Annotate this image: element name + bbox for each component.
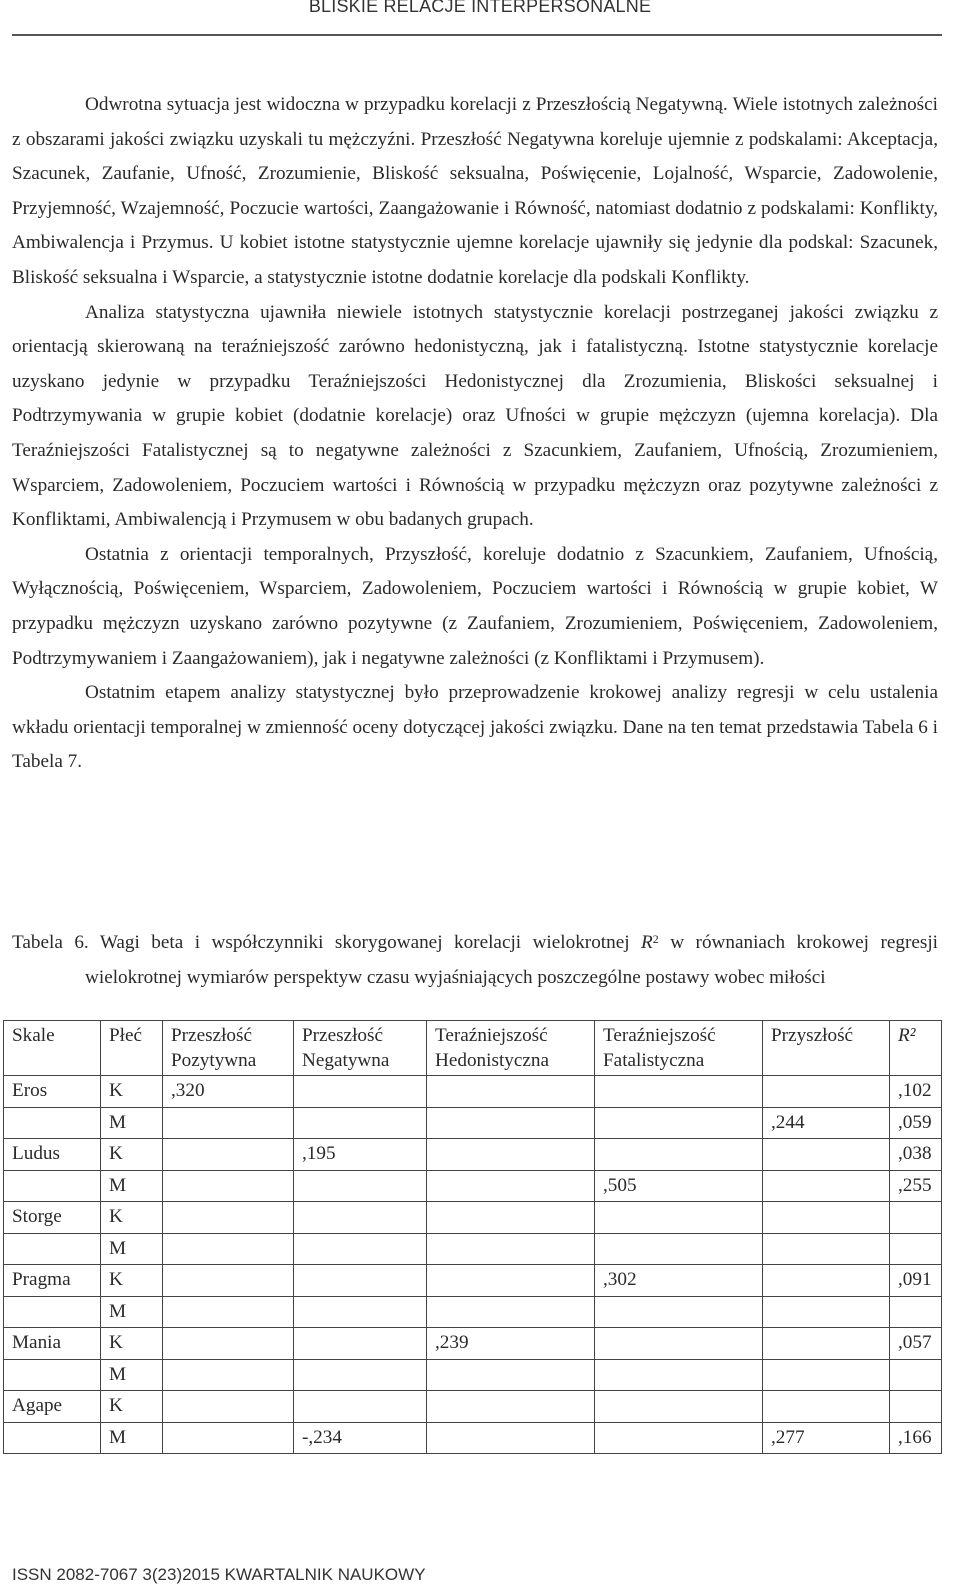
value-cell: [595, 1391, 763, 1423]
scale-cell: Pragma: [4, 1265, 101, 1297]
value-cell: [163, 1233, 294, 1265]
value-cell: [294, 1328, 427, 1360]
scale-cell: [4, 1359, 101, 1391]
caption-suffix: w równaniach krokowej regresji wielokrotnej wymiarów perspektyw czasu wyjaśniających poszczególne postawy wobec miłości: [85, 932, 938, 988]
value-cell: -,234: [294, 1422, 427, 1454]
caption-sup: 2: [652, 932, 659, 946]
value-cell: [294, 1076, 427, 1108]
scale-cell: Mania: [4, 1328, 101, 1360]
table-row: [4, 1391, 942, 1423]
column-header: Przeszłość Pozytywna: [163, 1021, 294, 1076]
value-cell: [763, 1328, 890, 1360]
running-header: BLISKIE RELACJE INTERPERSONALNE: [308, 0, 652, 16]
sex-cell: M: [101, 1170, 163, 1202]
column-header: Skale: [4, 1021, 101, 1076]
table-row: [4, 1076, 942, 1108]
table-row: [4, 1265, 942, 1297]
scale-cell: Storge: [4, 1202, 101, 1234]
sex-cell: K: [101, 1328, 163, 1360]
value-cell: [427, 1139, 595, 1171]
value-cell: ,166: [890, 1422, 942, 1454]
value-cell: [294, 1359, 427, 1391]
value-cell: ,320: [163, 1076, 294, 1108]
table-body: [4, 1076, 942, 1454]
header-rule: [12, 34, 942, 36]
value-cell: [163, 1139, 294, 1171]
caption-r: R: [641, 932, 653, 953]
value-cell: [763, 1076, 890, 1108]
scale-cell: [4, 1296, 101, 1328]
value-cell: [595, 1076, 763, 1108]
value-cell: ,239: [427, 1328, 595, 1360]
value-cell: [890, 1233, 942, 1265]
sex-cell: K: [101, 1265, 163, 1297]
value-cell: [595, 1107, 763, 1139]
value-cell: [595, 1359, 763, 1391]
scale-cell: [4, 1422, 101, 1454]
column-header: Przyszłość: [763, 1021, 890, 1076]
value-cell: ,195: [294, 1139, 427, 1171]
value-cell: [763, 1391, 890, 1423]
sex-cell: M: [101, 1296, 163, 1328]
value-cell: [763, 1359, 890, 1391]
table-caption: [12, 922, 938, 995]
body-text: [12, 88, 938, 780]
value-cell: [595, 1233, 763, 1265]
value-cell: [427, 1107, 595, 1139]
table-row: [4, 1296, 942, 1328]
value-cell: [595, 1202, 763, 1234]
sex-cell: M: [101, 1422, 163, 1454]
value-cell: [890, 1202, 942, 1234]
value-cell: [763, 1265, 890, 1297]
value-cell: [294, 1265, 427, 1297]
value-cell: [763, 1233, 890, 1265]
table-row: [4, 1170, 942, 1202]
value-cell: [890, 1359, 942, 1391]
value-cell: [294, 1296, 427, 1328]
column-header: Płeć: [101, 1021, 163, 1076]
value-cell: ,059: [890, 1107, 942, 1139]
paragraph: Ostatnim etapem analizy statystycznej było przeprowadzenie krokowej analizy regresji w celu ustalenia wkładu orientacji temporalnej w zmienność oceny dotyczącej jakości związku. Dane na ten temat przedstawia Tabela 6 i Tabela 7.: [12, 682, 938, 773]
value-cell: [595, 1328, 763, 1360]
value-cell: [595, 1422, 763, 1454]
value-cell: [163, 1391, 294, 1423]
sex-cell: M: [101, 1107, 163, 1139]
value-cell: [163, 1359, 294, 1391]
value-cell: ,102: [890, 1076, 942, 1108]
column-header: R²: [890, 1021, 942, 1076]
value-cell: [294, 1202, 427, 1234]
value-cell: [763, 1296, 890, 1328]
value-cell: ,277: [763, 1422, 890, 1454]
column-header: Przeszłość Negatywna: [294, 1021, 427, 1076]
value-cell: ,057: [890, 1328, 942, 1360]
value-cell: [763, 1202, 890, 1234]
value-cell: [427, 1202, 595, 1234]
value-cell: ,038: [890, 1139, 942, 1171]
value-cell: [427, 1265, 595, 1297]
value-cell: [427, 1296, 595, 1328]
scale-cell: [4, 1170, 101, 1202]
value-cell: [763, 1139, 890, 1171]
value-cell: [163, 1170, 294, 1202]
scale-cell: [4, 1233, 101, 1265]
value-cell: [427, 1391, 595, 1423]
caption-prefix: Tabela 6. Wagi beta i współczynniki skorygowanej korelacji wielokrotnej: [12, 932, 642, 953]
regression-table: [3, 1020, 942, 1454]
column-header: Teraźniejszość Hedonistyczna: [427, 1021, 595, 1076]
table-row: [4, 1328, 942, 1360]
sex-cell: K: [101, 1139, 163, 1171]
scale-cell: Eros: [4, 1076, 101, 1108]
sex-cell: K: [101, 1391, 163, 1423]
sex-cell: K: [101, 1076, 163, 1108]
table-row: [4, 1202, 942, 1234]
table-row: [4, 1233, 942, 1265]
value-cell: ,505: [595, 1170, 763, 1202]
value-cell: ,255: [890, 1170, 942, 1202]
table-row: [4, 1139, 942, 1171]
value-cell: [163, 1202, 294, 1234]
column-header: Teraźniejszość Fatalistyczna: [595, 1021, 763, 1076]
table-row: [4, 1359, 942, 1391]
value-cell: [890, 1391, 942, 1423]
value-cell: [163, 1107, 294, 1139]
table-row: [4, 1107, 942, 1139]
scale-cell: [4, 1107, 101, 1139]
value-cell: [427, 1076, 595, 1108]
value-cell: [163, 1265, 294, 1297]
value-cell: ,244: [763, 1107, 890, 1139]
footer: ISSN 2082-7067 3(23)2015 KWARTALNIK NAUKOWY: [12, 1565, 426, 1584]
value-cell: [163, 1422, 294, 1454]
scale-cell: Agape: [4, 1391, 101, 1423]
value-cell: [595, 1296, 763, 1328]
paragraph: Ostatnia z orientacji temporalnych, Przyszłość, koreluje dodatnio z Szacunkiem, Zaufaniem, Ufnością, Wyłącznością, Poświęceniem, Wsparciem, Zadowoleniem, Poczuciem wartości i Równością w grupie kobiet, W przypadku mężczyzn uzyskano zarówno pozytywne (z Zaufaniem, Zrozumieniem, Poświęceniem, Zadowoleniem, Podtrzymywaniem i Zaangażowaniem), jak i negatywne zależności (z Konfliktami i Przymusem).: [12, 543, 938, 669]
value-cell: [163, 1328, 294, 1360]
table-row: [4, 1422, 942, 1454]
value-cell: [595, 1139, 763, 1171]
value-cell: ,091: [890, 1265, 942, 1297]
paragraph: Odwrotna sytuacja jest widoczna w przypadku korelacji z Przeszłością Negatywną. Wiele istotnych zależności z obszarami jakości związku uzyskali tu mężczyźni. Przeszłość Negatywna koreluje ujemnie z podskalami: Akceptacja, Szacunek, Zaufanie, Ufność, Zrozumienie, Bliskość seksualna, Poświęcenie, Lojalność, Wsparcie, Zadowolenie, Przyjemność, Wzajemność, Poczucie wartości, Zaangażowanie i Równość, natomiast dodatnio z podskalami: Konflikty, Ambiwalencja i Przymus. U kobiet istotne statystycznie ujemne korelacje ujawniły się jedynie dla podskal: Szacunek, Bliskość seksualna i Wsparcie, a statystycznie istotne dodatnie korelacje dla podskali Konflikty.: [12, 94, 938, 288]
paragraph: Analiza statystyczna ujawniła niewiele istotnych statystycznie korelacji postrzeganej jakości związku z orientacją skierowaną na teraźniejszość zarówno hedonistyczną, jak i fatalistyczną. Istotne statystycznie korelacje uzyskano jedynie w przypadku Teraźniejszości Hedonistycznej dla Zrozumienia, Bliskości seksualnej i Podtrzymywania w grupie kobiet (dodatnie korelacje) oraz Ufności w grupie mężczyzn (ujemna korelacja). Dla Teraźniejszości Fatalistycznej są to negatywne zależności z Szacunkiem, Zaufaniem, Ufnością, Zrozumieniem, Wsparciem, Zadowoleniem, Poczuciem wartości i Równością w przypadku mężczyzn oraz pozytywne zależności z Konfliktami, Ambiwalencją i Przymusem w obu badanych grupach.: [12, 301, 938, 531]
value-cell: [294, 1107, 427, 1139]
value-cell: ,302: [595, 1265, 763, 1297]
value-cell: [294, 1391, 427, 1423]
value-cell: [427, 1233, 595, 1265]
value-cell: [163, 1296, 294, 1328]
sex-cell: M: [101, 1359, 163, 1391]
sex-cell: M: [101, 1233, 163, 1265]
scale-cell: Ludus: [4, 1139, 101, 1171]
value-cell: [294, 1170, 427, 1202]
sex-cell: K: [101, 1202, 163, 1234]
value-cell: [890, 1296, 942, 1328]
value-cell: [427, 1422, 595, 1454]
value-cell: [427, 1359, 595, 1391]
value-cell: [427, 1170, 595, 1202]
value-cell: [294, 1233, 427, 1265]
table-header-row: [4, 1021, 942, 1076]
value-cell: [763, 1170, 890, 1202]
